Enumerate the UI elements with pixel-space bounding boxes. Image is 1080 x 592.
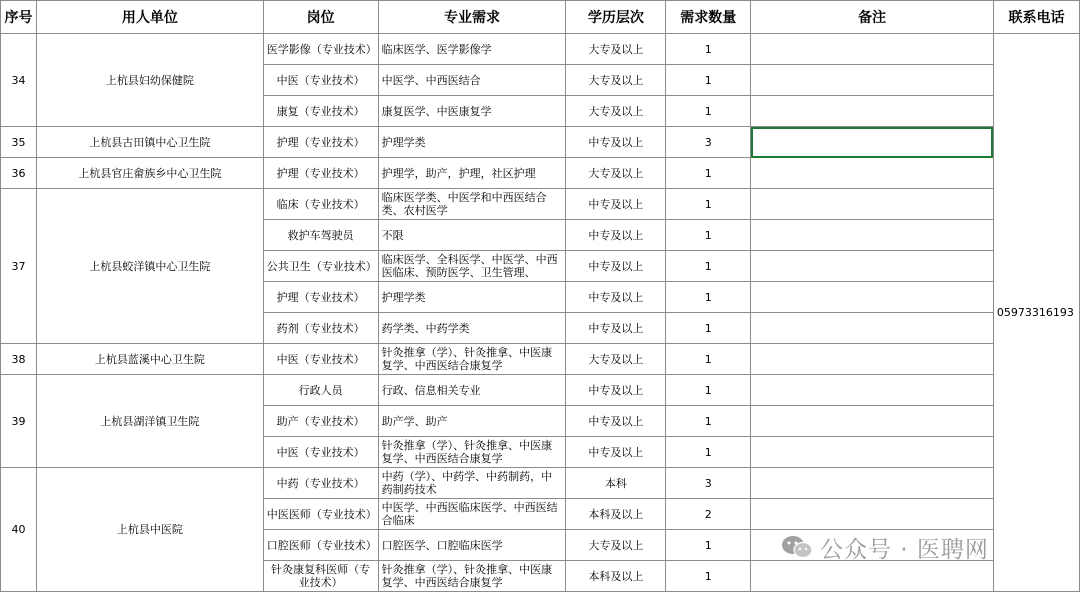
unit-cell[interactable]: 上杭县湖洋镇卫生院 xyxy=(36,375,263,468)
post-cell[interactable]: 救护车驾驶员 xyxy=(263,220,378,251)
phone-cell[interactable]: 05973316193 xyxy=(993,34,1079,592)
count-cell[interactable]: 1 xyxy=(666,96,751,127)
seq-cell[interactable]: 37 xyxy=(1,189,37,344)
remark-cell[interactable] xyxy=(751,65,994,96)
remark-cell[interactable] xyxy=(751,189,994,220)
count-cell[interactable]: 1 xyxy=(666,251,751,282)
header-education[interactable]: 学历层次 xyxy=(566,1,666,34)
major-cell[interactable]: 康复医学、中医康复学 xyxy=(378,96,566,127)
major-cell[interactable]: 助产学、助产 xyxy=(378,406,566,437)
remark-cell[interactable] xyxy=(751,344,994,375)
remark-cell[interactable] xyxy=(751,96,994,127)
education-cell[interactable]: 中专及以上 xyxy=(566,406,666,437)
table-row xyxy=(1,468,1080,499)
remark-cell[interactable] xyxy=(751,406,994,437)
count-cell[interactable]: 3 xyxy=(666,127,751,158)
header-count[interactable]: 需求数量 xyxy=(666,1,751,34)
table-row xyxy=(1,375,1080,406)
education-cell[interactable]: 本科 xyxy=(566,468,666,499)
post-cell[interactable]: 护理（专业技术） xyxy=(263,282,378,313)
count-cell[interactable]: 1 xyxy=(666,189,751,220)
education-cell[interactable]: 中专及以上 xyxy=(566,282,666,313)
remark-cell[interactable] xyxy=(751,251,994,282)
major-cell[interactable]: 临床医学类、中医学和中西医结合类、农村医学 xyxy=(378,189,566,220)
post-cell[interactable]: 康复（专业技术） xyxy=(263,96,378,127)
count-cell[interactable]: 1 xyxy=(666,530,751,561)
remark-cell[interactable] xyxy=(751,468,994,499)
education-cell[interactable]: 大专及以上 xyxy=(566,65,666,96)
major-cell[interactable]: 中医学、中西医结合 xyxy=(378,65,566,96)
unit-cell[interactable]: 上杭县妇幼保健院 xyxy=(36,34,263,127)
table-row xyxy=(1,34,1080,65)
major-cell[interactable]: 中医学、中西医临床医学、中西医结合临床 xyxy=(378,499,566,530)
post-cell[interactable]: 中医医师（专业技术） xyxy=(263,499,378,530)
post-cell[interactable]: 医学影像（专业技术） xyxy=(263,34,378,65)
post-cell[interactable]: 针灸康复科医师（专业技术） xyxy=(263,561,378,592)
watermark xyxy=(780,530,989,564)
major-cell[interactable]: 护理学，助产，护理，社区护理 xyxy=(378,158,566,189)
education-cell[interactable]: 中专及以上 xyxy=(566,375,666,406)
header-major[interactable]: 专业需求 xyxy=(378,1,566,34)
selected-remark-cell[interactable] xyxy=(751,127,994,158)
major-cell[interactable]: 护理学类 xyxy=(378,282,566,313)
education-cell[interactable]: 大专及以上 xyxy=(566,96,666,127)
count-cell[interactable]: 1 xyxy=(666,344,751,375)
header-phone[interactable]: 联系电话 xyxy=(993,1,1079,34)
seq-cell[interactable]: 40 xyxy=(1,468,37,592)
count-cell[interactable]: 1 xyxy=(666,65,751,96)
remark-cell[interactable] xyxy=(751,499,994,530)
seq-cell[interactable]: 38 xyxy=(1,344,37,375)
remark-cell[interactable] xyxy=(751,437,994,468)
major-cell[interactable]: 针灸推拿（学）、针灸推拿、中医康复学、中西医结合康复学 xyxy=(378,437,566,468)
count-cell[interactable]: 1 xyxy=(666,561,751,592)
remark-cell[interactable] xyxy=(751,220,994,251)
remark-cell[interactable] xyxy=(751,313,994,344)
seq-cell[interactable]: 35 xyxy=(1,127,37,158)
seq-cell[interactable]: 39 xyxy=(1,375,37,468)
major-cell[interactable]: 针灸推拿（学）、针灸推拿、中医康复学、中西医结合康复学 xyxy=(378,561,566,592)
education-cell[interactable]: 中专及以上 xyxy=(566,189,666,220)
major-cell[interactable]: 临床医学、全科医学、中医学、中西医临床、预防医学、卫生管理、 xyxy=(378,251,566,282)
major-cell[interactable]: 口腔医学、口腔临床医学 xyxy=(378,530,566,561)
major-cell[interactable]: 不限 xyxy=(378,220,566,251)
post-cell[interactable]: 中药（专业技术） xyxy=(263,468,378,499)
unit-cell[interactable]: 上杭县蓝溪中心卫生院 xyxy=(36,344,263,375)
header-unit[interactable]: 用人单位 xyxy=(36,1,263,34)
unit-cell[interactable]: 上杭县中医院 xyxy=(36,468,263,592)
unit-cell[interactable]: 上杭县蛟洋镇中心卫生院 xyxy=(36,189,263,344)
major-cell[interactable]: 中药（学）、中药学、中药制药，中药制药技术 xyxy=(378,468,566,499)
wechat-icon xyxy=(780,533,814,561)
post-cell[interactable]: 中医（专业技术） xyxy=(263,344,378,375)
count-cell[interactable]: 3 xyxy=(666,468,751,499)
post-cell[interactable]: 助产（专业技术） xyxy=(263,406,378,437)
education-cell[interactable]: 中专及以上 xyxy=(566,127,666,158)
education-cell[interactable]: 大专及以上 xyxy=(566,530,666,561)
education-cell[interactable]: 中专及以上 xyxy=(566,437,666,468)
count-cell[interactable]: 1 xyxy=(666,406,751,437)
remark-cell[interactable] xyxy=(751,158,994,189)
seq-cell[interactable]: 34 xyxy=(1,34,37,127)
major-cell[interactable]: 药学类、中药学类 xyxy=(378,313,566,344)
header-remark[interactable]: 备注 xyxy=(751,1,994,34)
header-row xyxy=(1,1,1080,34)
count-cell[interactable]: 1 xyxy=(666,313,751,344)
post-cell[interactable]: 口腔医师（专业技术） xyxy=(263,530,378,561)
count-cell[interactable]: 1 xyxy=(666,375,751,406)
remark-cell[interactable] xyxy=(751,282,994,313)
table-row xyxy=(1,158,1080,189)
education-cell[interactable]: 中专及以上 xyxy=(566,313,666,344)
major-cell[interactable]: 护理学类 xyxy=(378,127,566,158)
seq-cell[interactable]: 36 xyxy=(1,158,37,189)
count-cell[interactable]: 1 xyxy=(666,34,751,65)
count-cell[interactable]: 1 xyxy=(666,437,751,468)
count-cell[interactable]: 1 xyxy=(666,220,751,251)
post-cell[interactable]: 护理（专业技术） xyxy=(263,127,378,158)
education-cell[interactable]: 大专及以上 xyxy=(566,158,666,189)
major-cell[interactable]: 临床医学、医学影像学 xyxy=(378,34,566,65)
education-cell[interactable]: 本科及以上 xyxy=(566,561,666,592)
major-cell[interactable]: 针灸推拿（学）、针灸推拿、中医康复学、中西医结合康复学 xyxy=(378,344,566,375)
unit-cell[interactable]: 上杭县官庄畲族乡中心卫生院 xyxy=(36,158,263,189)
table-row xyxy=(1,189,1080,220)
post-cell[interactable]: 临床（专业技术） xyxy=(263,189,378,220)
header-seq[interactable]: 序号 xyxy=(1,1,37,34)
education-cell[interactable]: 中专及以上 xyxy=(566,251,666,282)
fill-handle[interactable] xyxy=(991,155,994,158)
watermark-text: 公众号 · 医聘网 xyxy=(820,536,989,563)
post-cell[interactable]: 中医（专业技术） xyxy=(263,437,378,468)
education-cell[interactable]: 大专及以上 xyxy=(566,344,666,375)
count-cell[interactable]: 1 xyxy=(666,158,751,189)
remark-cell[interactable] xyxy=(751,561,994,592)
remark-cell[interactable] xyxy=(751,375,994,406)
post-cell[interactable]: 行政人员 xyxy=(263,375,378,406)
post-cell[interactable]: 药剂（专业技术） xyxy=(263,313,378,344)
count-cell[interactable]: 2 xyxy=(666,499,751,530)
post-cell[interactable]: 中医（专业技术） xyxy=(263,65,378,96)
education-cell[interactable]: 中专及以上 xyxy=(566,220,666,251)
post-cell[interactable]: 公共卫生（专业技术） xyxy=(263,251,378,282)
remark-cell[interactable] xyxy=(751,34,994,65)
table-row xyxy=(1,344,1080,375)
post-cell[interactable]: 护理（专业技术） xyxy=(263,158,378,189)
major-cell[interactable]: 行政、信息相关专业 xyxy=(378,375,566,406)
count-cell[interactable]: 1 xyxy=(666,282,751,313)
header-post[interactable]: 岗位 xyxy=(263,1,378,34)
unit-cell[interactable]: 上杭县古田镇中心卫生院 xyxy=(36,127,263,158)
table-row xyxy=(1,127,1080,158)
education-cell[interactable]: 本科及以上 xyxy=(566,499,666,530)
education-cell[interactable]: 大专及以上 xyxy=(566,34,666,65)
